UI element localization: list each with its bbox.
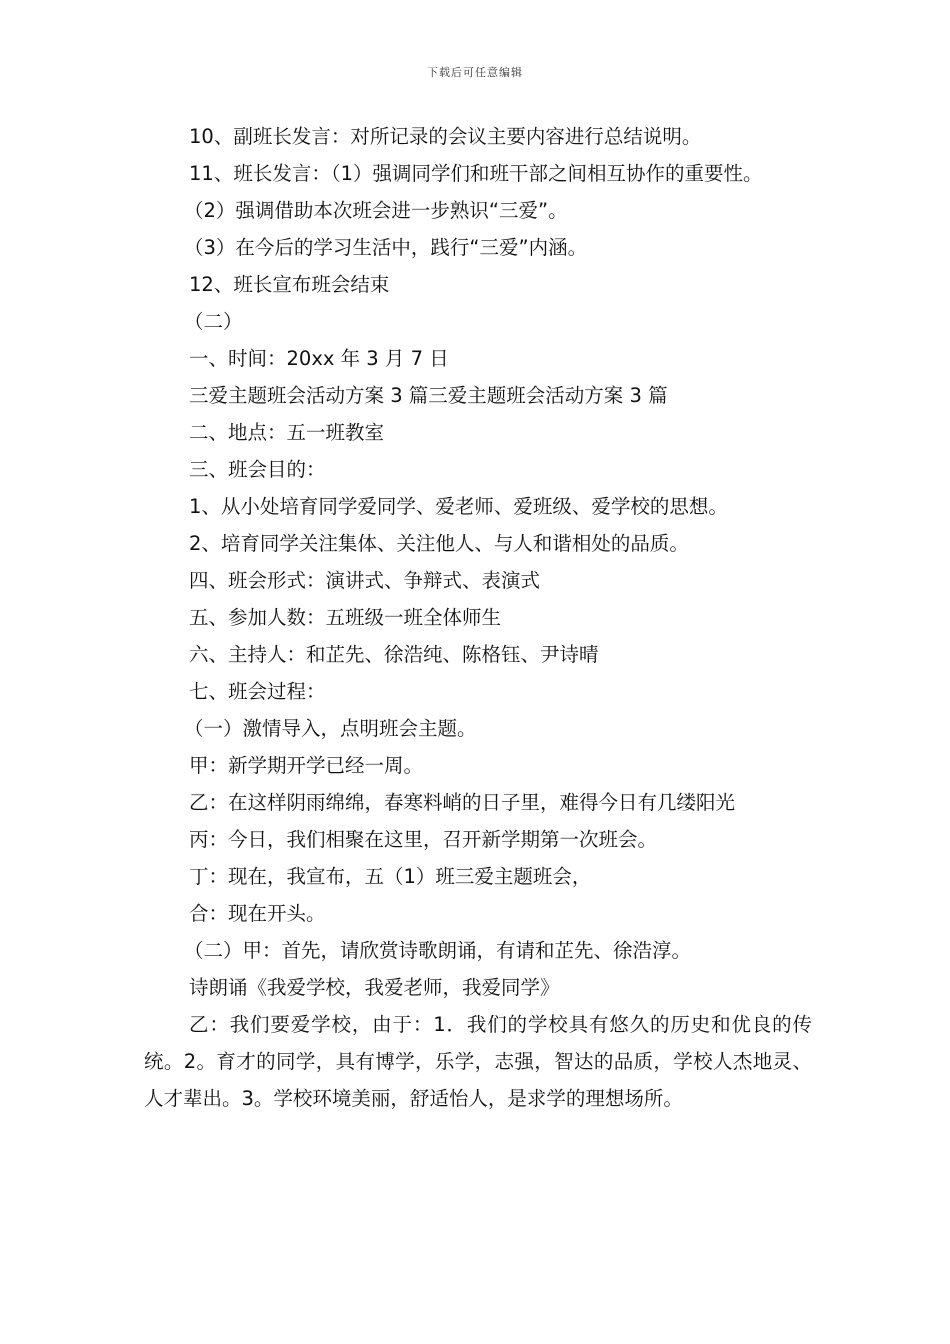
page-header: 下载后可任意编辑 xyxy=(427,66,523,79)
paragraph: （2）强调借助本次班会进一步熟识“三爱”。 xyxy=(184,199,568,222)
paragraph: 11、班长发言：（1）强调同学们和班干部之间相互协作的重要性。 xyxy=(189,162,763,185)
paragraph: 合：现在开头。 xyxy=(189,902,326,925)
paragraph: 乙：我们要爱学校，由于：1．我们的学校具有悠久的历史和优良的传统。2。育才的同学，具有博学，乐学，志强，智达的品质，学校人杰地灵、人才辈出。3。学校环境美丽，舒适怡人，是求学的理想场所。 xyxy=(144,1013,812,1110)
paragraph: 乙：在这样阴雨绵绵，春寒料峭的日子里，难得今日有几缕阳光 xyxy=(189,791,736,814)
paragraph: 一、时间：20xx 年 3 月 7 日 xyxy=(189,347,449,370)
paragraph: 12、班长宣布班会结束 xyxy=(189,273,390,296)
paragraph: 丙：今日，我们相聚在这里，召开新学期第一次班会。 xyxy=(189,828,658,851)
paragraph: 10、副班长发言：对所记录的会议主要内容进行总结说明。 xyxy=(189,125,702,148)
section-heading: （二） xyxy=(184,310,243,333)
paragraph: 三爱主题班会活动方案 3 篇三爱主题班会活动方案 3 篇 xyxy=(189,384,668,407)
paragraph: （3）在今后的学习生活中，践行“三爱”内涵。 xyxy=(184,236,588,259)
paragraph: 七、班会过程： xyxy=(189,680,326,703)
paragraph: （一）激情导入，点明班会主题。 xyxy=(184,717,477,740)
paragraph: 五、参加人数：五班级一班全体师生 xyxy=(189,606,502,629)
paragraph: 诗朗诵《我爱学校，我爱老师，我爱同学》 xyxy=(189,976,560,999)
paragraph: 二、地点：五一班教室 xyxy=(189,421,385,444)
paragraph: （二）甲：首先，请欣赏诗歌朗诵，有请和芷先、徐浩淳。 xyxy=(184,939,692,962)
paragraph: 六、主持人：和芷先、徐浩纯、陈格钰、尹诗晴 xyxy=(189,643,599,666)
document-body xyxy=(144,118,812,1117)
paragraph: 2、培育同学关注集体、关注他人、与人和谐相处的品质。 xyxy=(189,532,689,555)
paragraph: 1、从小处培育同学爱同学、爱老师、爱班级、爱学校的思想。 xyxy=(189,495,728,518)
paragraph: 丁：现在，我宣布，五（1）班三爱主题班会， xyxy=(189,865,592,888)
paragraph: 三、班会目的： xyxy=(189,458,326,481)
paragraph: 四、班会形式：演讲式、争辩式、表演式 xyxy=(189,569,541,592)
paragraph: 甲：新学期开学已经一周。 xyxy=(189,754,424,777)
